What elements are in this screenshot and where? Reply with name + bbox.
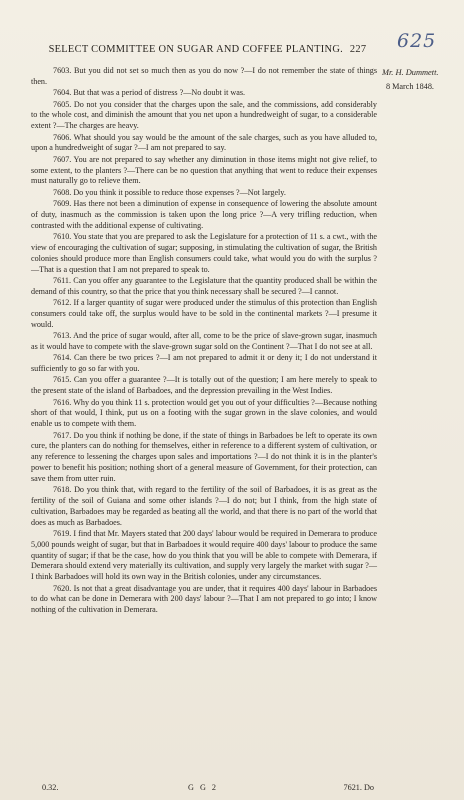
testimony-body xyxy=(31,66,377,617)
page-footer xyxy=(30,783,376,795)
witness-name-marginal: Mr. H. Dummett. xyxy=(382,68,439,77)
question-paragraph: 7608. Do you think it possible to reduce those expenses ?—Not largely. xyxy=(53,187,286,197)
question-paragraph: 7613. And the price of sugar would, after all, come to be the price of slave-grown sugar, inasmuch as it would have to compete with the slave-grown sugar sold on the Continent ?—That I do not see at all. xyxy=(31,331,377,351)
question-paragraph: 7618. Do you think that, with regard to the fertility of the soil of Barbadoes, it is as great as the fertility of the soil of Guiana and some other islands ?—I do not; but I think, from the high state of cultivation, Barbadoes may be regarded as beating all the world, and that there is no part of the world that does as much as Barbadoes. xyxy=(31,485,377,527)
header-title: SELECT COMMITTEE ON SUGAR AND COFFEE PLANTING. xyxy=(48,44,344,55)
question-paragraph: 7617. Do you think if nothing be done, if the state of things in Barbadoes be left to operate its own cure, the planters can do nothing for themselves, either in reference to a different system of cultivation, or any reference to lessening the charges upon sales and importations ?—I do not think it is in the planter's power to benefit his position; nothing short of a general measure of Government, for their protection, can save them from utter ruin. xyxy=(31,430,377,483)
page-number: 227 xyxy=(349,44,367,55)
question-paragraph: 7612. If a larger quantity of sugar were produced under the stimulus of this protection than English consumers could take off, the surplus would have to be sold in the continental markets ?—I presume it would. xyxy=(31,298,377,329)
date-marginal: 8 March 1848. xyxy=(386,82,434,91)
question-paragraph: 7604. But that was a period of distress ?—No doubt it was. xyxy=(53,88,246,98)
question-paragraph: 7619. I find that Mr. Mayers stated that 200 days' labour would be required in Demerara to produce 5,000 pounds weight of sugar, but that in Barbadoes it would require 400 days' labour to produce the same quantity of sugar; if that be the case, how do you think that you will be able to compete with Demerara, if Demerara should extend very materially its cultivation, and supply very largely the market with sugar ?—I think Barbadoes will hold its own way in the British colonies, under any circumstances. xyxy=(31,528,377,582)
question-paragraph: 7605. Do not you consider that the charges upon the sale, and the commissions, add considerably to the whole cost, and diminish the amount that you net upon a hundredweight of sugar, to a considerable extent ?—The charges are heavy. xyxy=(31,99,377,131)
catchword: 7621. Do xyxy=(343,783,374,792)
question-paragraph: 7620. Is not that a great disadvantage you are under, that it requires 400 days' labour in Barbadoes to do what can be done in Demerara with 200 days' labour ?—That I am not prepared to go into; I know nothing of the cultivation in Demerara. xyxy=(31,583,377,615)
question-paragraph: 7611. Can you offer any guarantee to the Legislature that the quantity produced shall be within the demand of this country, so that the price that you think necessary shall be secured ?—I cannot. xyxy=(31,275,377,296)
question-paragraph: 7616. Why do you think 11 s. protection would get you out of your difficulties ?—Because nothing short of that would, I think, put us on a footing with the sugar grown in the slave colonies, and would enable us to compete with them. xyxy=(31,397,377,429)
question-paragraph: 7615. Can you offer a guarantee ?—It is totally out of the question; I am here merely to speak to the present state of the island of Barbadoes, and the depression prevailing in the West Indies. xyxy=(31,375,377,396)
footer-reference: 0.32. xyxy=(42,783,59,792)
signature-mark: G G 2 xyxy=(188,783,219,792)
handwritten-folio-number: 625 xyxy=(397,30,437,52)
running-header xyxy=(30,44,385,55)
question-paragraph: 7607. You are not prepared to say whether any diminution in those items might not give relief, to some extent, to the planters ?—There can be no question that anything that went to reduce their expenses must naturally go to relieve them. xyxy=(31,154,377,186)
question-paragraph: 7606. What should you say would be the amount of the sale charges, such as you have alluded to, upon a hundredweight of sugar ?—I am not prepared to say. xyxy=(31,132,377,153)
question-paragraph: 7614. Can there be two prices ?—I am not prepared to admit it or deny it; I do not understand it sufficiently to go so far with you. xyxy=(31,353,377,374)
question-paragraph: 7603. But you did not set so much then as you do now ?—I do not remember the state of things then. xyxy=(31,66,377,86)
question-paragraph: 7610. You state that you are prepared to ask the Legislature for a protection of 11 s. a cwt., with the view of encouraging the cultivation of sugar; supposing, in stimulating the cultivation of sugar, the British colonies should produce more than English consumers could take, what would you do with the surplus ?—That is a question that I am not prepared to speak to. xyxy=(31,232,377,274)
question-paragraph: 7609. Has there not been a diminution of expense in consequence of lowering the absolute amount of duty, inasmuch as the commission is taken upon the long price ?—A very trifling reduction, when contrasted with the additional expense of cultivating. xyxy=(31,199,377,230)
